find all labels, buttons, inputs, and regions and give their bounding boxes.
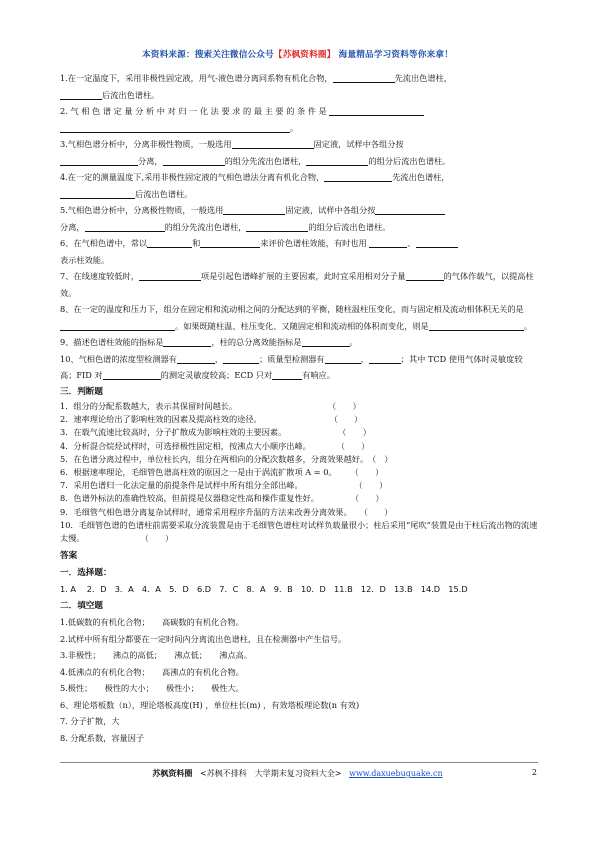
judge-item: 6．根据速率理论，毛细管色谱高柱效的原因之一是由于涡流扩散项 A = 0。 （ ） — [60, 467, 384, 478]
banner-prefix: 本资料来源：搜索关注微信公众号 — [141, 50, 274, 60]
blank — [429, 320, 524, 331]
answer-line: 6、理论塔板数（n），理论塔板高度(H) ，单位柱长(m) ，有效塔板理论数(n 有效) — [60, 699, 360, 710]
fill-item-4: 4.在一定的测量温度下,采用非极性固定液的气相色谱法分离有机化合物， 先流出色谱柱， 后流出色谱柱。 — [60, 172, 450, 199]
answers-fill-title: 二．填空题 — [60, 600, 103, 611]
blank — [325, 353, 361, 364]
answer-line: 7. 分子扩散，大 — [60, 716, 120, 727]
blank — [232, 138, 314, 149]
fill-item-5: 5.气相色谱分析中，分离极性物质，一般选用 固定液，试样中各组分按 分离， 的组分先流出色谱柱， 的组分后流出色谱柱。 — [60, 202, 538, 235]
blank — [60, 188, 135, 199]
judge-item: 1．组分的分配系数越大，表示其保留时间越长。 （ ） — [60, 401, 361, 411]
blank — [333, 72, 395, 83]
blank — [306, 155, 368, 166]
answer-line: 1.低碳数的有机化合物； 高碳数的有机化合物。 — [60, 617, 244, 628]
fill-item-3: 3.气相色谱分析中，分离非极性物质，一般选用 固定液，试样中各组分按 分离， 的组分先流出色谱柱， 的组分后流出色谱柱。 — [60, 139, 451, 166]
fill-item-2: 2. 气 相 色 谱 定 量 分 析 中 对 归 一 化 法 要 求 的 最 主 要 的 条 件 是 。 — [60, 103, 538, 136]
blank — [246, 221, 308, 232]
answer-line: 8. 分配系数，容量因子 — [60, 732, 145, 743]
blank — [223, 353, 259, 364]
answers-fill-list — [60, 614, 538, 746]
blank — [60, 320, 175, 331]
answers-choice-title: 一．选择题： — [60, 567, 112, 578]
blank — [302, 336, 350, 347]
blank — [103, 369, 161, 380]
answers-choice: 1. A 2．D 3．A 4．A 5．D 6.D 7．C 8．A 9．B 10．D 11.B 12．D 13.B 14.D 15.D — [60, 584, 468, 595]
blank — [324, 171, 392, 182]
footer-brand: 苏枫资料圈 — [152, 768, 193, 778]
footer-middle: <苏枫不排科 大学期末复习资料大全> — [200, 769, 342, 778]
footer-center — [0, 768, 595, 779]
footer-link[interactable]: www.daxuebuguake.cn — [349, 769, 443, 778]
blank — [369, 353, 401, 364]
blank — [60, 122, 290, 133]
blank — [200, 237, 260, 248]
blank — [60, 155, 138, 166]
judge-item: 4．分析混合烷烃试样时，可选择极性固定相，按沸点大小顺序出峰。 （ ） — [60, 440, 370, 451]
section-title-judge: 三．判断题 — [60, 386, 103, 397]
answer-line: 4.低沸点的有机化合物； 高沸点的有机化合物。 — [60, 666, 244, 677]
banner-suffix: 海量精品学习资料等你来拿！ — [338, 50, 453, 60]
judge-list — [60, 400, 538, 545]
judge-item: 8．色谱外标法的准确性较高，但前提是仪器稳定性高和操作重复性好。 （ ） — [60, 493, 384, 504]
blank — [85, 221, 165, 232]
fill-item-9: 9、描述色谱柱效能的指标是 ，柱的总分离效能指标是 。 — [60, 337, 358, 347]
banner-brand: 【苏枫资料圈】 — [273, 50, 336, 60]
judge-item: 3．在载气流速比较高时，分子扩散成为影响柱效的主要因素。 （ ） — [60, 427, 371, 438]
source-banner — [0, 48, 595, 60]
footer-divider — [60, 762, 538, 763]
document-body — [60, 70, 538, 746]
answer-line: 3.非极性； 沸点的高低； 沸点低； 沸点高。 — [60, 650, 253, 661]
answers-title: 答案 — [60, 551, 78, 562]
judge-item: 7．采用色谱归一化法定量的前提条件是试样中所有组分全部出峰。 （ ） — [60, 480, 388, 491]
blank — [369, 237, 407, 248]
blank — [416, 237, 458, 248]
blank — [329, 105, 424, 116]
judge-item: 9．毛细管气相色谱分离复杂试样时，通常采用程序升温的方法来改善分离效果。 （ ） — [60, 506, 393, 517]
blank — [60, 89, 102, 100]
judge-item: 2．速率理论给出了影响柱效的因素及提高柱效的途径。 （ ） — [60, 414, 363, 425]
judge-item: 5．在色谱分离过程中，单位柱长内，组分在两相向的分配次数越多，分离效果越好。 （ ） — [60, 453, 393, 464]
blank — [223, 204, 285, 215]
blank — [177, 353, 215, 364]
fill-item-8: 8、在一定的温度和压力下，组分在固定相和流动相之间的分配达到的平衡，随柱温柱压变化，而与固定相及流动相体积无关的是。如果既随柱温、柱压变化、又随固定相和流动相的体积而变化，则是 。 — [60, 304, 533, 331]
blank — [272, 369, 302, 380]
fill-item-10: 10、气相色谱的浓度型检测器有 ， ；质量型检测器有 ， ；其中 TCD 使用气体时灵敏度较高；FID 对 的测定灵敏度较高；ECD 只对 有响应。 — [60, 353, 523, 380]
answer-line: 2.试样中所有组分都要在一定时间内分离流出色谱柱，且在检测器中产生信号。 — [60, 633, 347, 644]
fill-item-6: 6、在气相色谱中，常以 和 来评价色谱柱效能，有时也用 、 表示柱效能。 — [60, 235, 538, 268]
page-number: 2 — [531, 768, 537, 777]
blank — [406, 270, 444, 281]
blank — [139, 270, 201, 281]
fill-item-1: 1.在一定温度下，采用非极性固定液，用气-液色谱分离同系物有机化合物， 先流出色谱柱， 后流出色谱柱。 — [60, 73, 452, 100]
blank — [375, 204, 445, 215]
blank — [163, 155, 225, 166]
judge-item: 10．毛细管色谱的色谱柱前需要采取分流装置是由于毛细管色谱柱对试样负载量很小；柱后采用“尾吹”装置是由于柱后流出物的流速太慢。 （ ） — [60, 519, 538, 544]
fill-item-7: 7、在线速度较低时， 项是引起色谱峰扩展的主要因素，此时宜采用相对分子量 的气体作载气，以提高柱效。 — [60, 271, 534, 298]
blank — [163, 336, 211, 347]
answer-line: 5.极性； 极性的大小； 极性小； 极性大。 — [60, 683, 244, 694]
blank — [147, 237, 192, 248]
